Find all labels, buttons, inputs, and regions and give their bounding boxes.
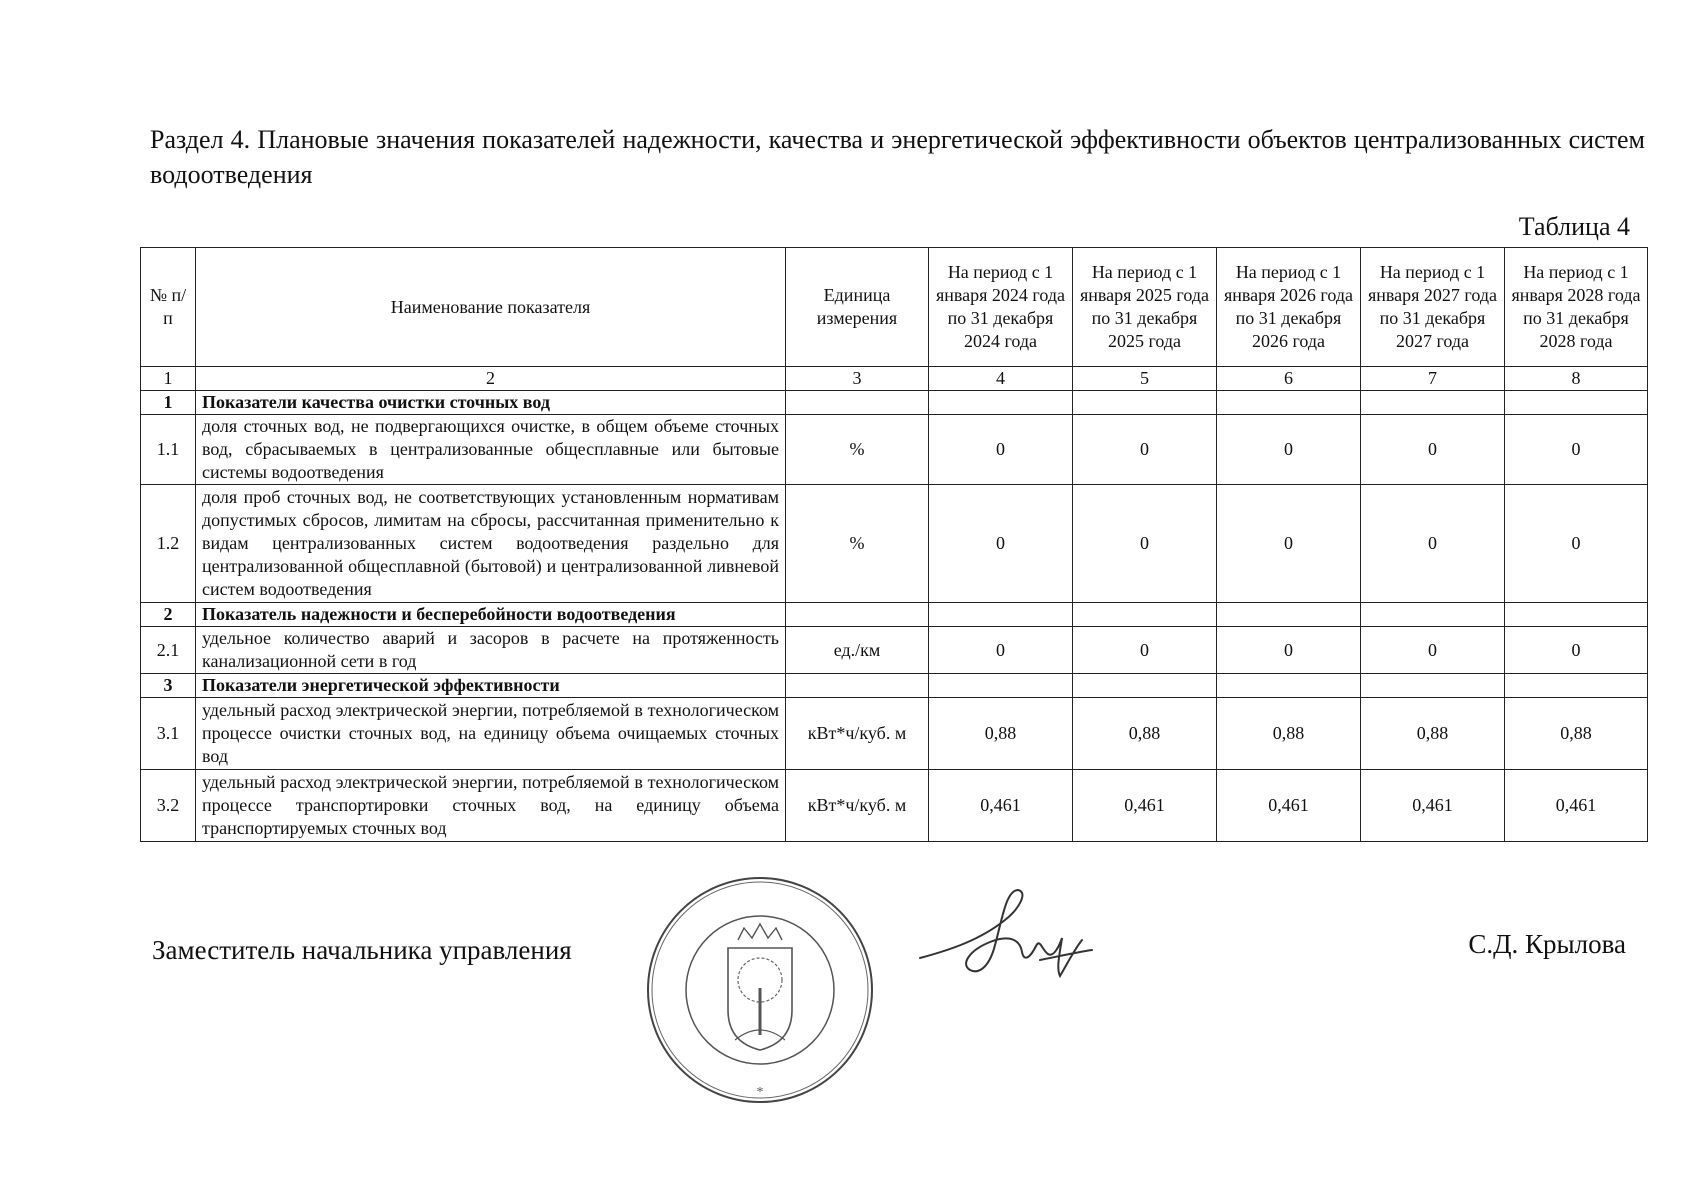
row-value: 0 [1361,415,1505,485]
indicators-table [140,247,1648,842]
header-name: Наименование показателя [196,248,786,367]
row-value: 0,88 [1073,698,1217,770]
row-num: 3.2 [141,770,196,842]
column-number: 5 [1073,367,1217,391]
row-value: 0 [1361,485,1505,603]
section-num: 2 [141,603,196,627]
row-unit: кВт*ч/куб. м [786,698,929,770]
row-num: 2.1 [141,627,196,674]
header-period-2028: На период с 1 января 2028 года по 31 декабря 2028 года [1505,248,1648,367]
section-row [141,674,1648,698]
row-value: 0,461 [1217,770,1361,842]
row-value: 0,88 [1217,698,1361,770]
row-value: 0,461 [1361,770,1505,842]
row-unit: ед./км [786,627,929,674]
header-period-2026: На период с 1 января 2026 года по 31 декабря 2026 года [1217,248,1361,367]
section-title: Показатели качества очистки сточных вод [196,391,786,415]
signatory-name: С.Д. Крылова [1468,929,1626,959]
row-value: 0 [929,415,1073,485]
section-row [141,391,1648,415]
table-row [141,627,1648,674]
row-value: 0 [1073,627,1217,674]
row-num: 1.1 [141,415,196,485]
row-value: 0 [929,627,1073,674]
column-number: 7 [1361,367,1505,391]
table-row [141,415,1648,485]
row-value: 0 [929,485,1073,603]
row-value: 0 [1217,627,1361,674]
svg-text:*: * [756,1085,764,1100]
header-period-2024: На период с 1 января 2024 года по 31 декабря 2024 года [929,248,1073,367]
row-value: 0 [1073,485,1217,603]
header-period-2025: На период с 1 января 2025 года по 31 декабря 2025 года [1073,248,1217,367]
row-name: доля проб сточных вод, не соответствующих установленным нормативам допустимых сбросов, лимитам на сбросы, рассчитанная применительно к видам централизованных систем водоотведения раздельно для централизованной общесплавной (бытовой) и централизованной ливневой систем водоотведения [196,485,786,603]
row-unit: кВт*ч/куб. м [786,770,929,842]
column-number: 1 [141,367,196,391]
row-name: удельный расход электрической энергии, потребляемой в технологическом процессе транспортировки сточных вод, на единицу объема транспортируемых сточных вод [196,770,786,842]
row-name: удельное количество аварий и засоров в расчете на протяженность канализационной сети в год [196,627,786,674]
row-value: 0 [1505,485,1648,603]
row-value: 0,461 [929,770,1073,842]
table-row [141,698,1648,770]
row-num: 1.2 [141,485,196,603]
row-value: 0 [1505,627,1648,674]
table-row [141,770,1648,842]
official-seal [640,870,880,1110]
column-number: 6 [1217,367,1361,391]
header-period-2027: На период с 1 января 2027 года по 31 декабря 2027 года [1361,248,1505,367]
column-number: 3 [786,367,929,391]
signatory-title: Заместитель начальника управления [152,935,572,965]
row-value: 0,88 [929,698,1073,770]
column-number: 2 [196,367,786,391]
row-value: 0,461 [1073,770,1217,842]
row-value: 0,88 [1505,698,1648,770]
header-row [141,248,1648,367]
table-caption: Таблица 4 [1518,212,1630,241]
column-number: 4 [929,367,1073,391]
handwritten-signature [910,880,1100,990]
row-value: 0 [1217,415,1361,485]
row-num: 3.1 [141,698,196,770]
column-number-row [141,367,1648,391]
row-unit: % [786,485,929,603]
section-heading: Раздел 4. Плановые значения показателей надежности, качества и энергетической эффективности объектов централизованных систем водоотведения [150,125,1645,189]
header-num: № п/п [141,248,196,367]
section-num: 1 [141,391,196,415]
row-value: 0 [1073,415,1217,485]
row-value: 0 [1505,415,1648,485]
table-row [141,485,1648,603]
row-value: 0,461 [1505,770,1648,842]
row-value: 0,88 [1361,698,1505,770]
row-unit: % [786,415,929,485]
row-value: 0 [1217,485,1361,603]
section-num: 3 [141,674,196,698]
section-title: Показатель надежности и бесперебойности водоотведения [196,603,786,627]
section-title: Показатели энергетической эффективности [196,674,786,698]
row-name: доля сточных вод, не подвергающихся очистке, в общем объеме сточных вод, сбрасываемых в централизованные общесплавные или бытовые системы водоотведения [196,415,786,485]
row-value: 0 [1361,627,1505,674]
column-number: 8 [1505,367,1648,391]
section-row [141,603,1648,627]
row-name: удельный расход электрической энергии, потребляемой в технологическом процессе очистки сточных вод, на единицу объема очищаемых сточных вод [196,698,786,770]
header-unit: Единица измерения [786,248,929,367]
